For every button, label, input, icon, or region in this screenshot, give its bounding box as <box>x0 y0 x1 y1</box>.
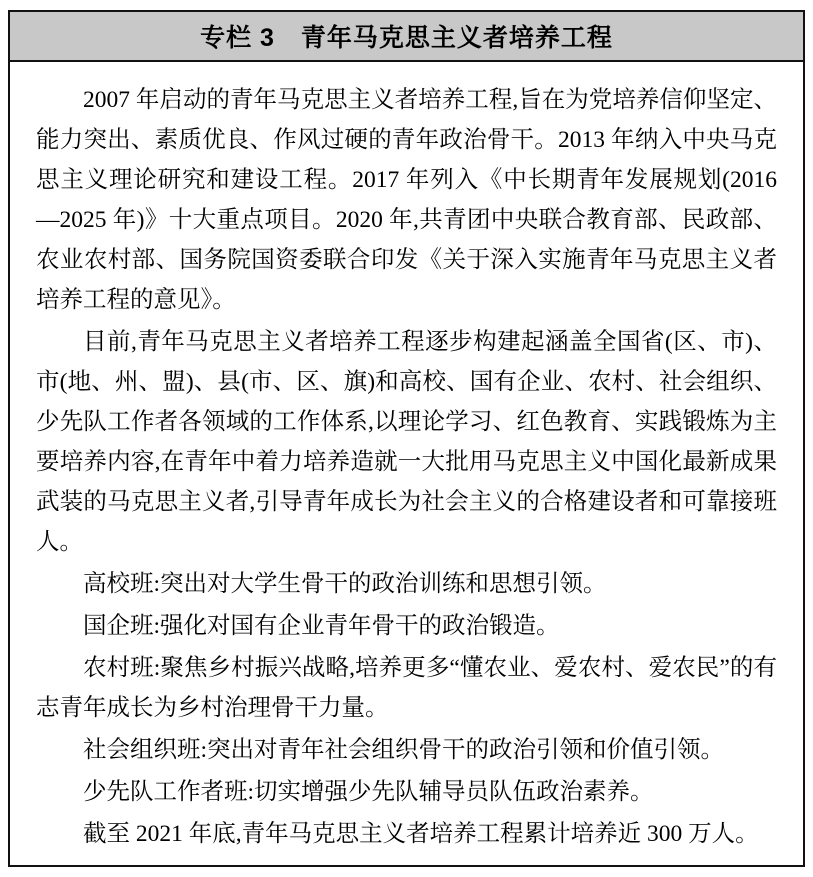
paragraph: 社会组织班:突出对青年社会组织骨干的政治引领和价值引领。 <box>83 737 725 763</box>
paragraph: 目前,青年马克思主义者培养工程逐步构建起涵盖全国省(区、市)、市(地、州、盟)、县(市、区、旗)和高校、国有企业、农村、社会组织、少先队工作者各领域的工作体系,以理论学习、红色教育、实践锻炼为主要培养内容,在青年中着力培养造就一大批用马克思主义中国化最新成果武装的马克思主义者,引导青年成长为社会主义的合格建设者和可靠接班人。 <box>36 329 777 555</box>
feature-box <box>8 10 805 867</box>
paragraph: 农村班:聚焦乡村振兴战略,培养更多“懂农业、爱农村、爱农民”的有志青年成长为乡村治理骨干力量。 <box>36 655 777 721</box>
feature-box-header <box>10 12 803 62</box>
paragraph: 截至 2021 年底,青年马克思主义者培养工程累计培养近 300 万人。 <box>83 821 759 847</box>
feature-box-body <box>10 62 803 864</box>
paragraph: 2007 年启动的青年马克思主义者培养工程,旨在为党培养信仰坚定、能力突出、素质优良、作风过硬的青年政治骨干。2013 年纳入中央马克思主义理论研究和建设工程。2017 年列入《中长期青年发展规划(2016—2025 年)》十大重点项目。2020 年,共青团中央联合教育部、民政部、农业农村部、国务院国资委联合印发《关于深入实施青年马克思主义者培养工程的意见》。 <box>36 87 777 313</box>
paragraph: 国企班:强化对国有企业青年骨干的政治锻造。 <box>83 613 560 639</box>
paragraph: 高校班:突出对大学生骨干的政治训练和思想引领。 <box>83 571 607 597</box>
feature-box-title: 专栏 3 青年马克思主义者培养工程 <box>200 24 613 52</box>
paragraph: 少先队工作者班:切实增强少先队辅导员队伍政治素养。 <box>83 779 654 805</box>
